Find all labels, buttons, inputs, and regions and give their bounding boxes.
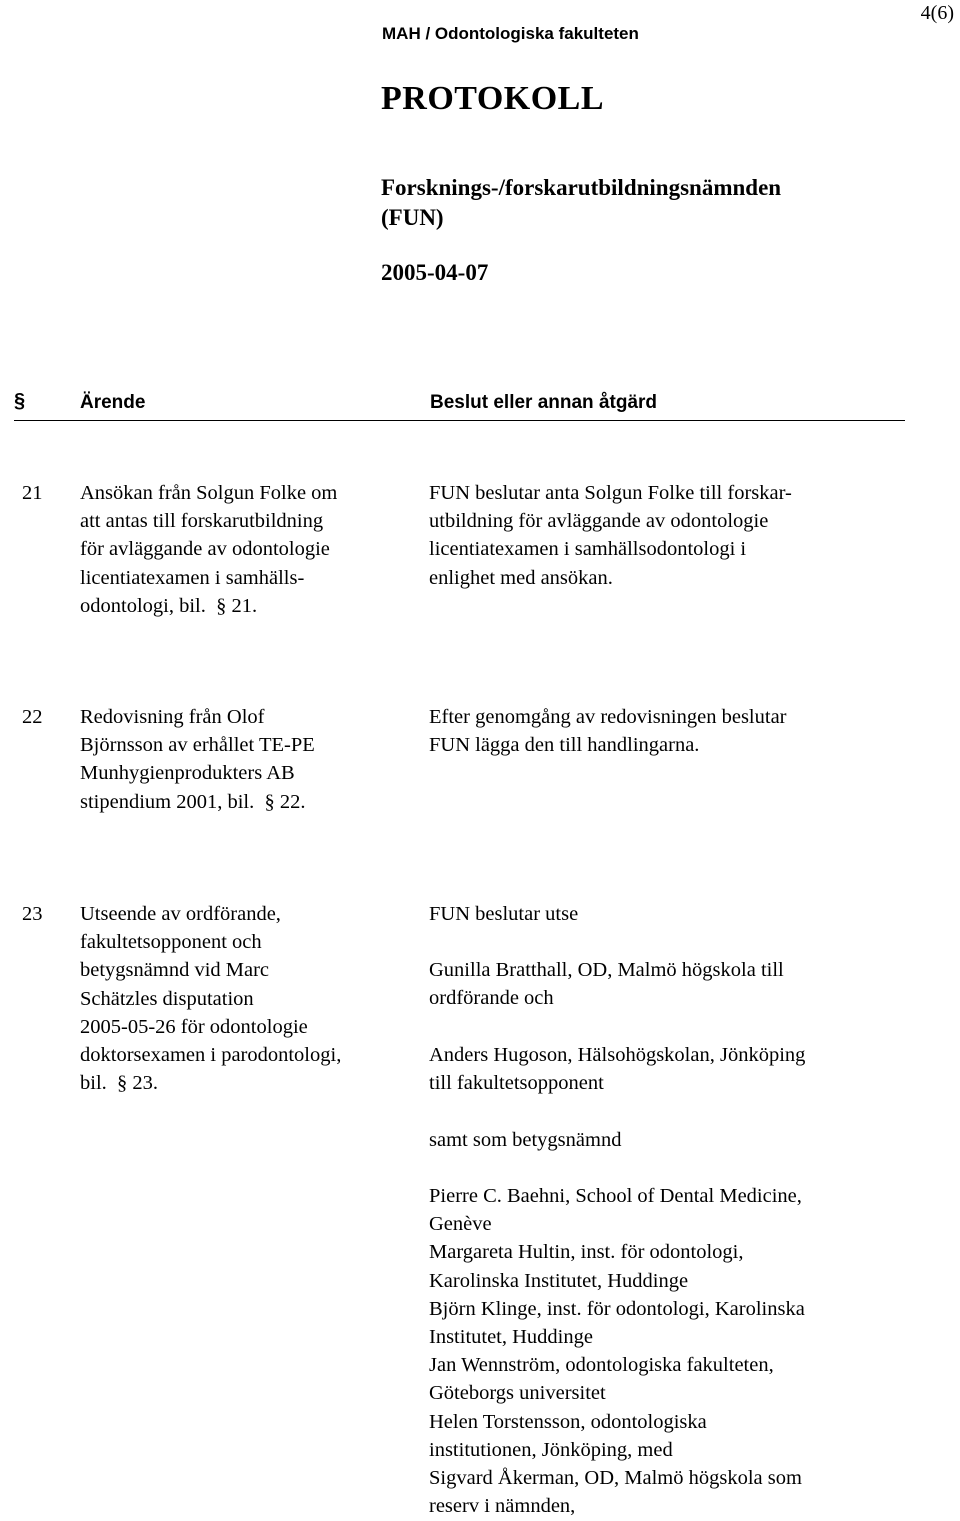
item-decision: Anders Hugoson, Hälsohögskolan, Jönköping till fakultetsopponent [429,1044,806,1095]
item-decision: FUN beslutar anta Solgun Folke till forskar- utbildning för avläggande av odontologie licentiatexamen i samhällsodontologi i enlighet med ansökan. [429,482,792,589]
item-number: 22 [22,706,43,728]
header-rule [14,420,905,421]
item-matter: Redovisning från Olof Björnsson av erhållet TE-PE Munhygienprodukters AB stipendium 2001, bil. § 22. [80,706,315,813]
item-decision: FUN beslutar utse [429,903,579,925]
item-number: 21 [22,482,43,504]
committee-name-line1: Forsknings-/forskarutbildningsnämnden [381,175,782,200]
item-matter: Utseende av ordförande, fakultetsopponent och betygsnämnd vid Marc Schätzles disputation 2005-05-26 för odontologie doktorsexamen i parodontologi, bil. § 23. [80,903,342,1095]
decision-column-header: Beslut eller annan åtgärd [430,392,658,413]
committee-members-list: Pierre C. Baehni, School of Dental Medicine, Genève Margareta Hultin, inst. för odontologi, Karolinska Institutet, Huddinge Björn Klinge, inst. för odontologi, Karolinska Institutet, Huddinge Jan Wennström, odontologiska fakulteten, Göteborgs universitet Helen Torstensson, odontologiska institutionen, Jönköping, med Sigvard Åkerman, OD, Malmö högskola som reserv i nämnden, [429,1185,805,1518]
matter-column-header: Ärende [80,392,146,413]
item-matter: Ansökan från Solgun Folke om att antas till forskarutbildning för avläggande av odontologie licentiatexamen i samhälls- odontologi, bil. § 21. [80,482,338,617]
committee-name [381,173,901,233]
section-symbol-header: § [14,390,26,412]
page-number: 4(6) [920,2,954,24]
document-title: PROTOKOLL [381,80,605,117]
item-decision: samt som betygsnämnd [429,1129,622,1151]
item-decision: Gunilla Bratthall, OD, Malmö högskola till ordförande och [429,959,784,1010]
committee-name-line2: (FUN) [381,205,444,230]
meeting-date: 2005-04-07 [381,260,489,285]
institution-name: MAH / Odontologiska fakulteten [382,24,639,43]
item-decision: Efter genomgång av redovisningen beslutar FUN lägga den till handlingarna. [429,706,787,757]
item-number: 23 [22,903,43,925]
